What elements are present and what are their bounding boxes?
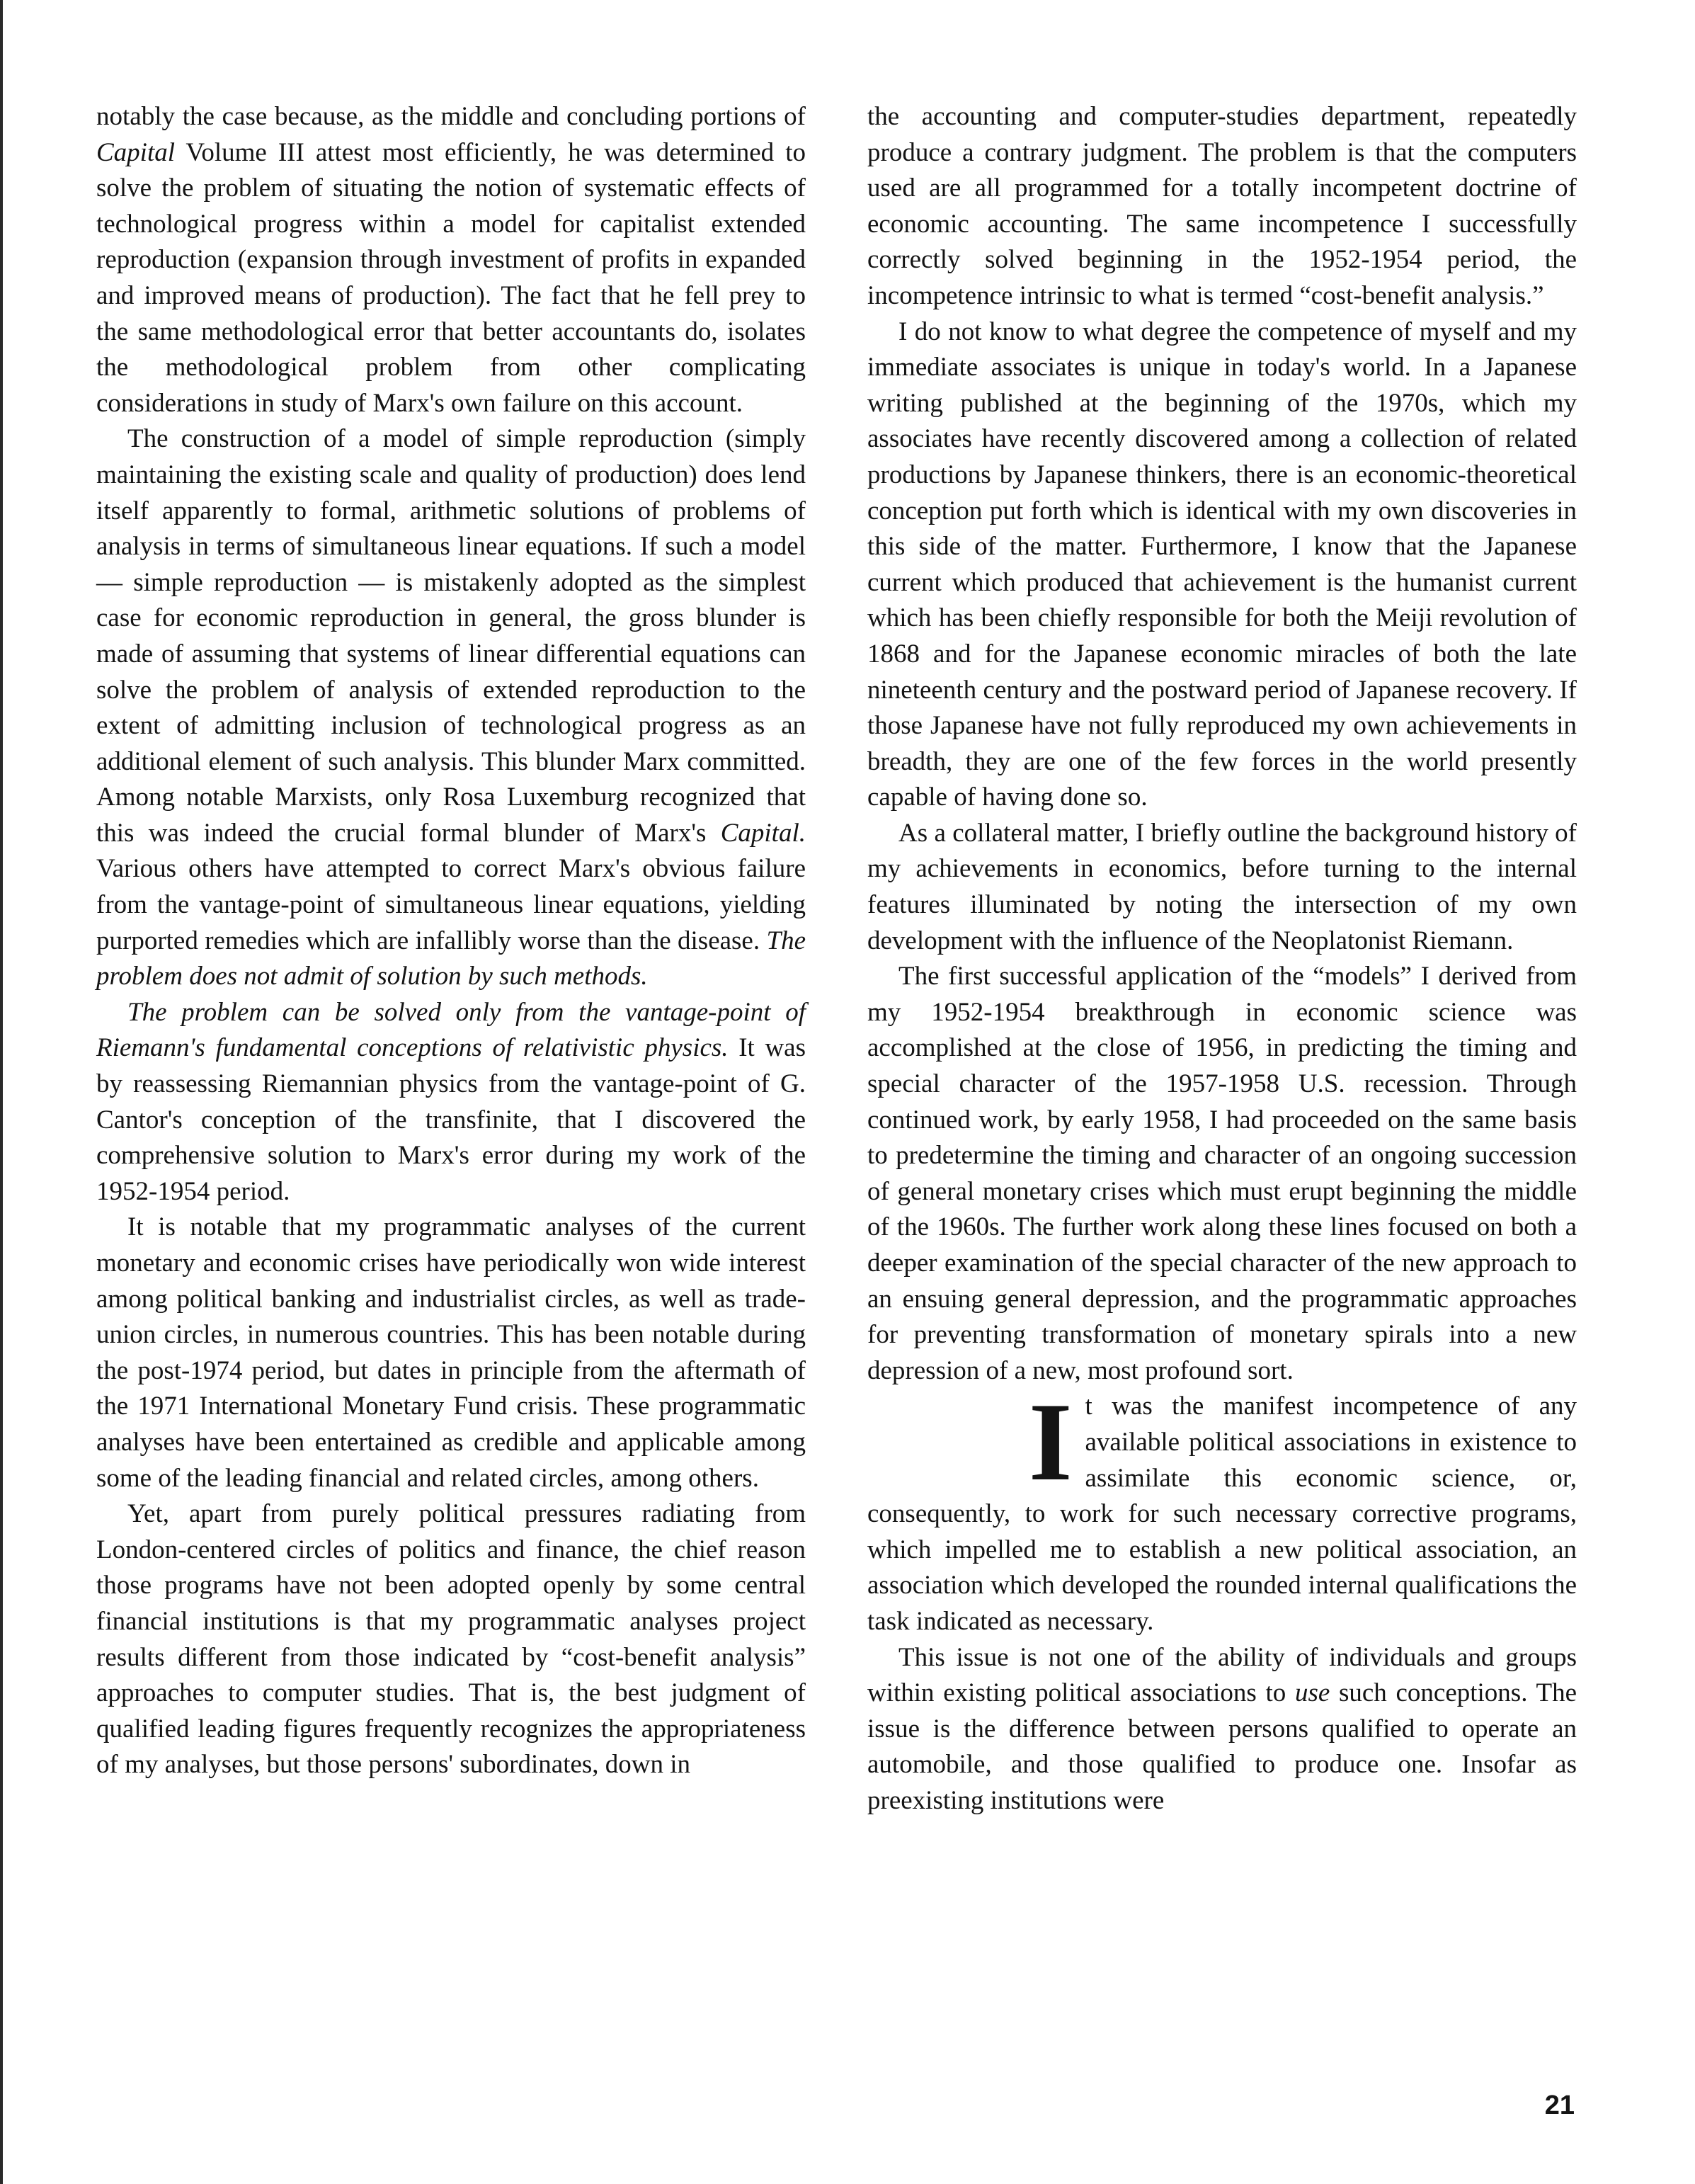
paragraph-text: Various others have attempted to correct Marx's obvious failure from the vantage-point of simultaneous linear equations, yielding purported remedies which are infallibly worse than the disease. [96, 854, 806, 955]
right-column [867, 99, 1577, 1819]
paragraph: As a collateral matter, I briefly outline the background history of my achievements in economics, before turning to the internal features illuminated by noting the intersection of my own development with the influence of the Neoplatonist Riemann. [867, 818, 1577, 955]
paragraph-text: The construction of a model of simple reproduction (simply maintaining the existing scale and quality of production) does lend itself apparently to formal, arithmetic solutions of problems of analysis in terms of simultaneous linear equations. If such a model — simple reproduction — is mistakenly adopted as the simplest case for economic reproduction in general, the gross blunder is made of assuming that systems of linear differential equations can solve the problem of analysis of extended reproduction to the extent of admitting inclusion of technological progress as an additional element of such analysis. This blunder Marx committed. Among notable Marxists, only Rosa Luxemburg recognized that this was indeed the crucial formal blunder of Marx's [96, 424, 806, 848]
paragraph: The first successful application of the “models” I derived from my 1952-1954 breakthrough in economic science was accomplished at the close of 1956, in predicting the timing and special character of the 1957-1958 U.S. recession. Through continued work, by early 1958, I had proceeded on the same basis to predetermine the timing and character of an ongoing succession of general monetary crises which must erupt beginning the middle of the 1960s. The further work along these lines focused on both a deeper examination of the special character of the new approach to an ensuing general depression, and the programmatic approaches for preventing transformation of monetary spirals into a new depression of a new, most profound sort. [867, 962, 1577, 1385]
scan-edge [0, 0, 3, 2184]
paragraph [96, 995, 806, 1210]
paragraph-text: t was the manifest incompetence of any available political associations in existence to assimilate this economic science, or, consequently, to work for such necessary corrective programs, which impelled me to establish a new political association, an association which developed the rounded internal qualifications the task indicated as necessary. [867, 1392, 1577, 1636]
paragraph-with-dropcap [867, 1380, 1577, 1639]
paragraph-text: notably the case because, as the middle and concluding portions of [96, 102, 806, 131]
paragraph-text: It was by reassessing Riemannian physics from the vantage-point of G. Cantor's conception of the transfinite, that I discovered the comprehensive solution to Marx's error during my work of the 1952-1954 period. [96, 1033, 806, 1206]
paragraph-text: such conceptions. The issue is the difference between persons qualified to operate an automobile, and those qualified to produce one. Insofar as preexisting institutions were [867, 1678, 1577, 1815]
paragraph-italic-text: The problem does not admit of solution by such methods. [96, 926, 806, 991]
paragraph: I do not know to what degree the competence of myself and my immediate associates is unique in today's world. In a Japanese writing published at the beginning of the 1970s, which my associates have recently discovered among a collection of related productions by Japanese thinkers, there is an economic-theoretical conception put forth which is identical with my own discoveries in this side of the matter. Furthermore, I know that the Japanese current which produced that achievement is the humanist current which has been chiefly responsible for both the Meiji revolution of 1868 and for the Japanese economic miracles of both the late nineteenth century and the postward period of Japanese recovery. If those Japanese have not fully reproduced my own achievements in breadth, they are one of the few forces in the world presently capable of having done so. [867, 317, 1577, 812]
paragraph: the accounting and computer-studies department, repeatedly produce a contrary judgment. The problem is that the computers used are all programmed for a totally incompetent doctrine of economic accounting. The same incompetence I successfully correctly solved beginning in the 1952-1954 period, the incompetence intrinsic to what is termed “cost-benefit analysis.” [867, 102, 1577, 310]
paragraph-italic-text: Capital [96, 137, 176, 167]
paragraph [96, 99, 806, 421]
paragraph-italic-text: use [1294, 1678, 1330, 1708]
paragraph-text: This issue is not one of the ability of individuals and groups within existing political associations to [867, 1642, 1577, 1708]
left-column [96, 99, 806, 1783]
paragraph-text: Volume III attest most efficiently, he was determined to solve the problem of situating the notion of systematic effects of technological progress within a model for capitalist extended reproduction (expansion through investment of profits in expanded and improved means of production). The fact that he fell prey to the same methodological error that better accountants do, isolates the methodological problem from other complicating considerations in study of Marx's own failure on this account. [96, 137, 806, 418]
paragraph [96, 421, 806, 995]
paragraph-italic-text: The problem can be solved only from the vantage-point of Riemann's fundamental conceptions of relativistic physics. [96, 997, 806, 1063]
paragraph: It is notable that my programmatic analyses of the current monetary and economic crises have periodically won wide interest among political banking and industrialist circles, as well as trade-union circles, in numerous countries. This has been notable during the post-1974 period, but dates in principle from the aftermath of the 1971 International Monetary Fund crisis. These programmatic analyses have been entertained as credible and applicable among some of the leading financial and related circles, among others. [96, 1212, 806, 1493]
page-number: 21 [1544, 2091, 1575, 2120]
drop-cap: I [1029, 1380, 1073, 1505]
paragraph: Yet, apart from purely political pressures radiating from London-centered circles of politics and finance, the chief reason those programs have not been adopted openly by some central financial institutions is that my programmatic analyses project results different from those indicated by “cost-benefit analysis” approaches to computer studies. That is, the best judgment of qualified leading figures frequently recognizes the appropriateness of my analyses, but those persons' subordinates, down in [96, 1499, 806, 1780]
paragraph-italic-text: Capital. [720, 818, 806, 848]
paragraph [867, 1640, 1577, 1819]
